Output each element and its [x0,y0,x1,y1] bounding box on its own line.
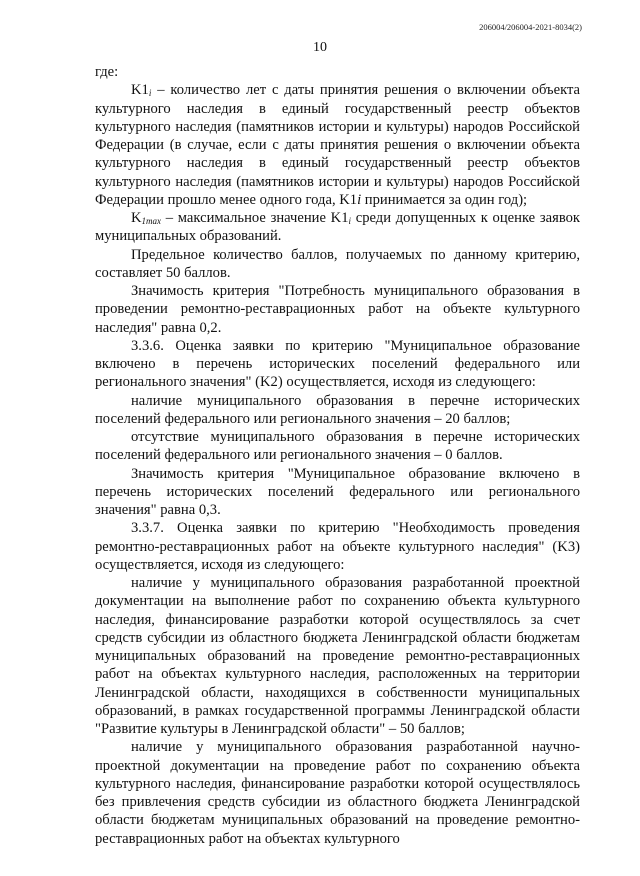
kmax-definition [95,209,580,246]
kmax-text-italic: i [348,216,352,226]
k1-tail: принимается за один год); [361,191,528,208]
paragraph-3-3-7: 3.3.7. Оценка заявки по критерию "Необходимость проведения ремонтно-реставрационных работ на объекте культурного наследия" (K3) осуществляется, исходя из следующего: [95,520,580,573]
k1-tail-italic: i [357,191,362,208]
kmax-subscript: 1max [141,216,162,226]
k1-definition [95,81,580,209]
paragraph-3-3-7-a: наличие у муниципального образования разработанной проектной документации на выполнение работ по сохранению объекта культурного наследия, финансирование разработки которой осуществлялось за счет средств субсидии из областного бюджета Ленинградской области бюджетам муниципальных образований на проведение ремонтно-реставрационных работ на объектах культурного наследия, расположенных на территории Ленинградской области, находящихся в собственности муниципальных образований, в рамках государственной программы Ленинградской области "Развитие культуры в Ленинградской области" – 50 баллов; [95,575,580,737]
document-id: 206004/206004-2021-8034(2) [479,22,582,32]
kmax-text-a: – максимальное значение K1 [161,210,349,226]
paragraph-significance-2: Значимость критерия "Муниципальное образование включено в перечень исторических поселений федерального или регионального значения" равна 0,3. [95,465,580,518]
k1-text: – количество лет с даты принятия решения о включении объекта культурного наследия в единый государственный реестр объектов культурного наследия (памятников истории и культуры) народов Российской Федерации (в случае, если с даты принятия решения о включении объекта культурного наследия в единый государственный реестр объектов культурного наследия (памятников истории и культуры) народов Российской Федерации прошло менее одного года, K1 [95,82,580,208]
paragraph-3-3-6-b: отсутствие муниципального образования в перечне исторических поселений федерального или регионального значения – 0 баллов. [95,429,580,464]
document-body [95,63,580,848]
k1-subscript: i [148,88,152,99]
kmax-text-b: среди допущенных к оценке заявок муниципальных образований. [95,210,581,245]
where-label: где: [95,64,119,80]
paragraph-score-limit: Предельное количество баллов, получаемых по данному критерию, составляет 50 баллов. [95,246,580,281]
paragraph-significance-1: Значимость критерия "Потребность муниципального образования в проведении ремонтно-реставрационных работ на объекте культурного наследия" равна 0,2. [95,283,580,336]
k1-symbol: K1 [131,82,149,99]
paragraph-3-3-6: 3.3.6. Оценка заявки по критерию "Муниципальное образование включено в перечень исторических поселений федерального или регионального значения" (K2) осуществляется, исходя из следующего: [95,337,580,391]
page-number: 10 [313,40,327,55]
paragraph-3-3-7-b: наличие у муниципального образования разработанной научно-проектной документации на проведение работ по сохранению объекта культурного наследия, финансирование разработки которой осуществлялось без привлечения средств субсидии из областного бюджета Ленинградской области бюджетам муниципальных образований на проведение ремонтно-реставрационных работ на объектах культурного [95,739,580,847]
paragraph-3-3-6-a: наличие муниципального образования в перечне исторических поселений федерального или регионального значения – 20 баллов; [95,392,580,427]
kmax-symbol: K [131,210,142,226]
